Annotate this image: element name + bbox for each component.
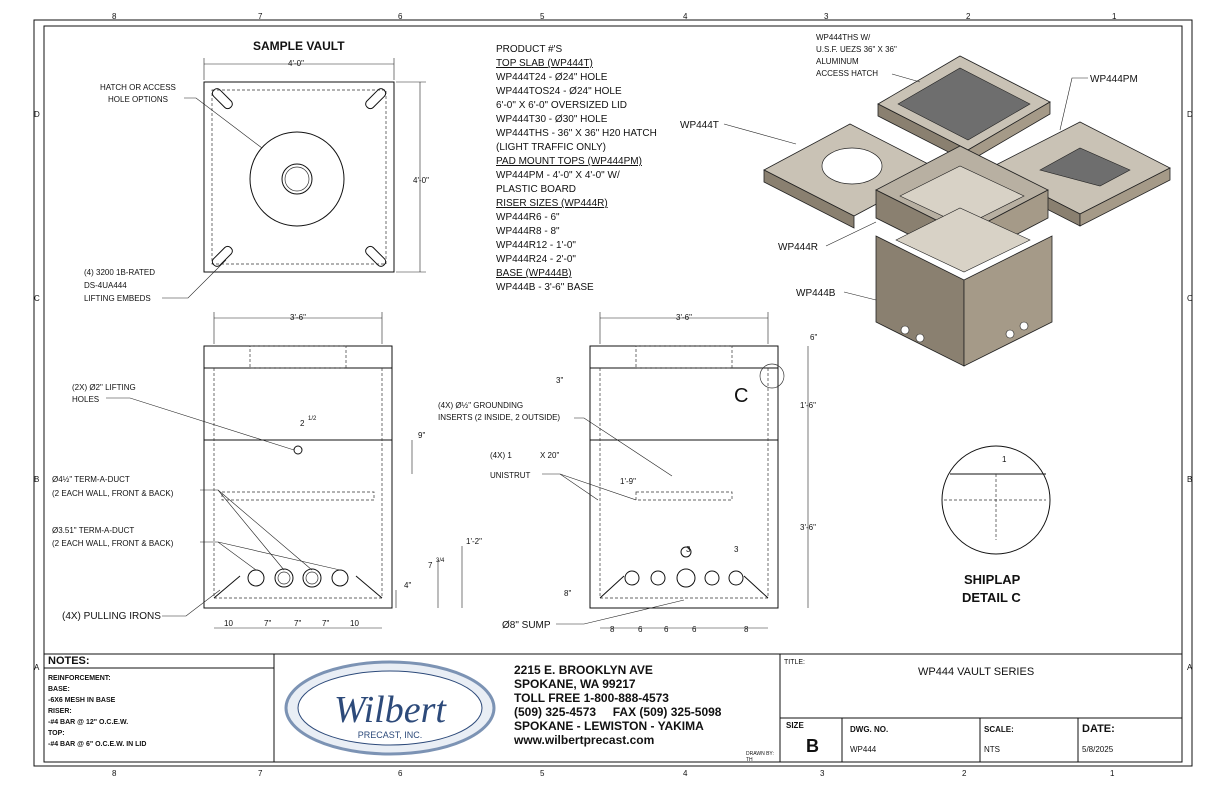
row-label: C [34,294,40,303]
callout-embeds-line3: LIFTING EMBEDS [84,294,151,303]
col-label: 8 [112,12,117,21]
front-dim-9: 9" [418,431,426,440]
iso-label-r: WP444R [778,242,819,253]
front-outline [204,346,392,608]
side-unistrut-a: (4X) 1 [490,451,512,460]
title-label: TITLE: [784,659,806,666]
side-dim-3-1-8: 3 [686,545,691,554]
product-line: PLASTIC BOARD [496,184,577,195]
notes-line: -#4 BAR @ 6" O.C.E.W. IN LID [48,741,147,748]
iso-label-t: WP444T [680,120,719,131]
notes-line: REINFORCEMENT: [48,675,111,682]
product-line: WP444R24 - 2'-0" [496,254,576,265]
side-dim-6: 6" [810,333,818,342]
iso-hatch-callout-1: WP444THS W/ [816,33,871,42]
iso-label-b: WP444B [796,288,836,299]
side-bottom-dim: 8 [744,625,749,634]
col-label: 4 [683,12,688,21]
product-line: WP444T24 - Ø24" HOLE [496,72,608,83]
side-sump: Ø8" SUMP [502,620,551,631]
date-value: 5/8/2025 [1082,745,1114,754]
notes-line: RISER: [48,708,72,715]
iso-hatch-callout-4: ACCESS HATCH [816,69,879,78]
scale-label: SCALE: [984,725,1014,734]
row-label: D [34,110,40,119]
callout-hatch-line1: HATCH OR ACCESS [100,83,176,92]
size-value: B [806,736,819,756]
side-bottom-dim: 6 [638,625,643,634]
product-section-heading: PAD MOUNT TOPS (WP444PM) [496,156,642,167]
col-label: 4 [683,769,688,778]
side-unistrut-c: UNISTRUT [490,471,531,480]
side-unistrut-b: X 20" [540,451,560,460]
plan-dim-width: 4'-0" [288,59,304,68]
product-line: (LIGHT TRAFFIC ONLY) [496,142,607,153]
size-label: SIZE [786,721,804,730]
front-lifting-holes-1: (2X) Ø2" LIFTING [72,383,136,392]
side-dim-3: 3" [556,376,564,385]
side-outline [590,346,778,608]
notes-line: TOP: [48,730,65,737]
product-line: WP444T30 - Ø30" HOLE [496,114,608,125]
address-line: (509) 325-4573 FAX (509) 325-5098 [514,705,722,719]
front-duct45-2: (2 EACH WALL, FRONT & BACK) [52,489,174,498]
col-label: 3 [820,769,825,778]
front-dim-top: 3'-6" [290,313,306,322]
drawn-by-label: DRAWN BY: [746,751,774,757]
side-bottom-dim: 8 [610,625,615,634]
side-grounding-1: (4X) Ø½" GROUNDING [438,401,524,410]
plan-outline [204,82,394,272]
row-label: A [34,663,40,672]
row-label: B [34,475,40,484]
front-dim-2half: 2 [300,419,305,428]
notes-line: -#4 BAR @ 12" O.C.E.W. [48,719,129,726]
iso-hatch-callout-3: ALUMINUM [816,57,859,66]
address-line: SPOKANE, WA 99217 [514,677,636,691]
front-frac-3-4: 3/4 [436,558,445,564]
front-duct45-1: Ø4½" TERM-A-DUCT [52,475,130,484]
dwg-value: WP444 [850,745,877,754]
scale-value: NTS [984,745,1000,754]
drawn-by: TH [746,757,753,763]
shiplap-title-1: SHIPLAP [964,572,1021,587]
front-bottom-dim: 7" [322,619,330,628]
logo-sub: PRECAST, INC. [357,730,423,740]
plan-hatch-ring [250,132,344,226]
side-detail-letter: C [734,385,749,407]
product-line: WP444R6 - 6" [496,212,560,223]
iso-view [680,33,1170,366]
product-line: WP444TOS24 - Ø24" HOLE [496,86,622,97]
row-label: D [1187,110,1193,119]
side-dim-top: 3'-6" [676,313,692,322]
side-elevation [438,312,817,634]
side-dim-1-9: 1'-9" [620,477,636,486]
front-frac-half: 1/2 [308,416,317,422]
col-label: 5 [540,12,545,21]
col-label: 6 [398,12,403,21]
col-label: 3 [824,12,829,21]
side-dim-3-6: 3'-6" [800,523,816,532]
notes-line: -6X6 MESH IN BASE [48,697,116,704]
product-line: WP444R12 - 1'-0" [496,240,576,251]
front-bottom-dim: 10 [224,619,233,628]
col-label: 5 [540,769,545,778]
product-section-heading: TOP SLAB (WP444T) [496,58,593,69]
iso-label-pm: WP444PM [1090,74,1138,85]
col-label: 1 [1112,12,1117,21]
front-lifting-holes-2: HOLES [72,395,100,404]
front-duct351-2: (2 EACH WALL, FRONT & BACK) [52,539,174,548]
shiplap-dim: 1 [1002,455,1007,464]
callout-embeds-line2: DS-4UA444 [84,281,127,290]
product-line: WP444B - 3'-6" BASE [496,282,594,293]
shiplap-title-2: DETAIL C [962,590,1021,605]
address-line: 2215 E. BROOKLYN AVE [514,663,653,677]
callout-embeds-line1: (4) 3200 1B-RATED [84,268,155,277]
side-dim-1-6: 1'-6" [800,401,816,410]
date-label: DATE: [1082,723,1115,735]
product-section-heading: BASE (WP444B) [496,268,572,279]
front-dim-4: 4" [404,581,412,590]
plan-view [84,39,429,303]
front-dim-1-2: 1'-2" [466,537,482,546]
product-line: 6'-0" X 6'-0" OVERSIZED LID [496,100,627,111]
wilbert-logo [286,662,494,754]
address-link[interactable]: www.wilbertprecast.com [514,733,655,747]
col-label: 6 [398,769,403,778]
col-label: 2 [962,769,967,778]
side-bottom-dim: 6 [664,625,669,634]
column-labels-bottom [112,769,1115,778]
callout-hatch-line2: HOLE OPTIONS [108,95,169,104]
row-label: A [1187,663,1193,672]
front-pulling-irons: (4X) PULLING IRONS [62,611,161,622]
front-elevation [52,312,482,628]
title-block [44,654,1182,763]
product-line: WP444R8 - 8" [496,226,560,237]
iso-hatch-callout-2: U.S.F. UEZS 36" X 36" [816,45,897,54]
product-line: WP444THS - 36" X 36" H20 HATCH [496,128,657,139]
shiplap-detail [942,446,1050,605]
plan-center-hole [282,164,312,194]
plan-dim-height: 4'-0" [413,176,429,185]
plan-title: SAMPLE VAULT [253,39,345,53]
front-duct351-1: Ø3.51" TERM-A-DUCT [52,526,135,535]
row-label: B [1187,475,1193,484]
front-bottom-dim: 7" [264,619,272,628]
address-line: SPOKANE - LEWISTON - YAKIMA [514,719,704,733]
side-dim-8: 8" [564,589,572,598]
product-heading: PRODUCT #'S [496,44,563,55]
side-grounding-2: INSERTS (2 INSIDE, 2 OUTSIDE) [438,413,561,422]
side-dim-3-1-4: 3 [734,545,739,554]
address-line: TOLL FREE 1-800-888-4573 [514,691,669,705]
front-dim-7-3-4: 7 [428,561,433,570]
col-label: 7 [258,12,263,21]
product-line: WP444PM - 4'-0" X 4'-0" W/ [496,170,620,181]
col-label: 8 [112,769,117,778]
dwg-label: DWG. NO. [850,725,889,734]
col-label: 1 [1110,769,1115,778]
logo-name: Wilbert [334,689,446,731]
product-list [496,44,657,293]
col-label: 2 [966,12,971,21]
front-bottom-dim: 10 [350,619,359,628]
title-value: WP444 VAULT SERIES [918,666,1035,678]
col-label: 7 [258,769,263,778]
side-bottom-dim: 6 [692,625,697,634]
notes-heading: NOTES: [48,655,90,667]
product-section-heading: RISER SIZES (WP444R) [496,198,608,209]
notes-line: BASE: [48,686,70,693]
row-label: C [1187,294,1193,303]
front-bottom-dim: 7" [294,619,302,628]
